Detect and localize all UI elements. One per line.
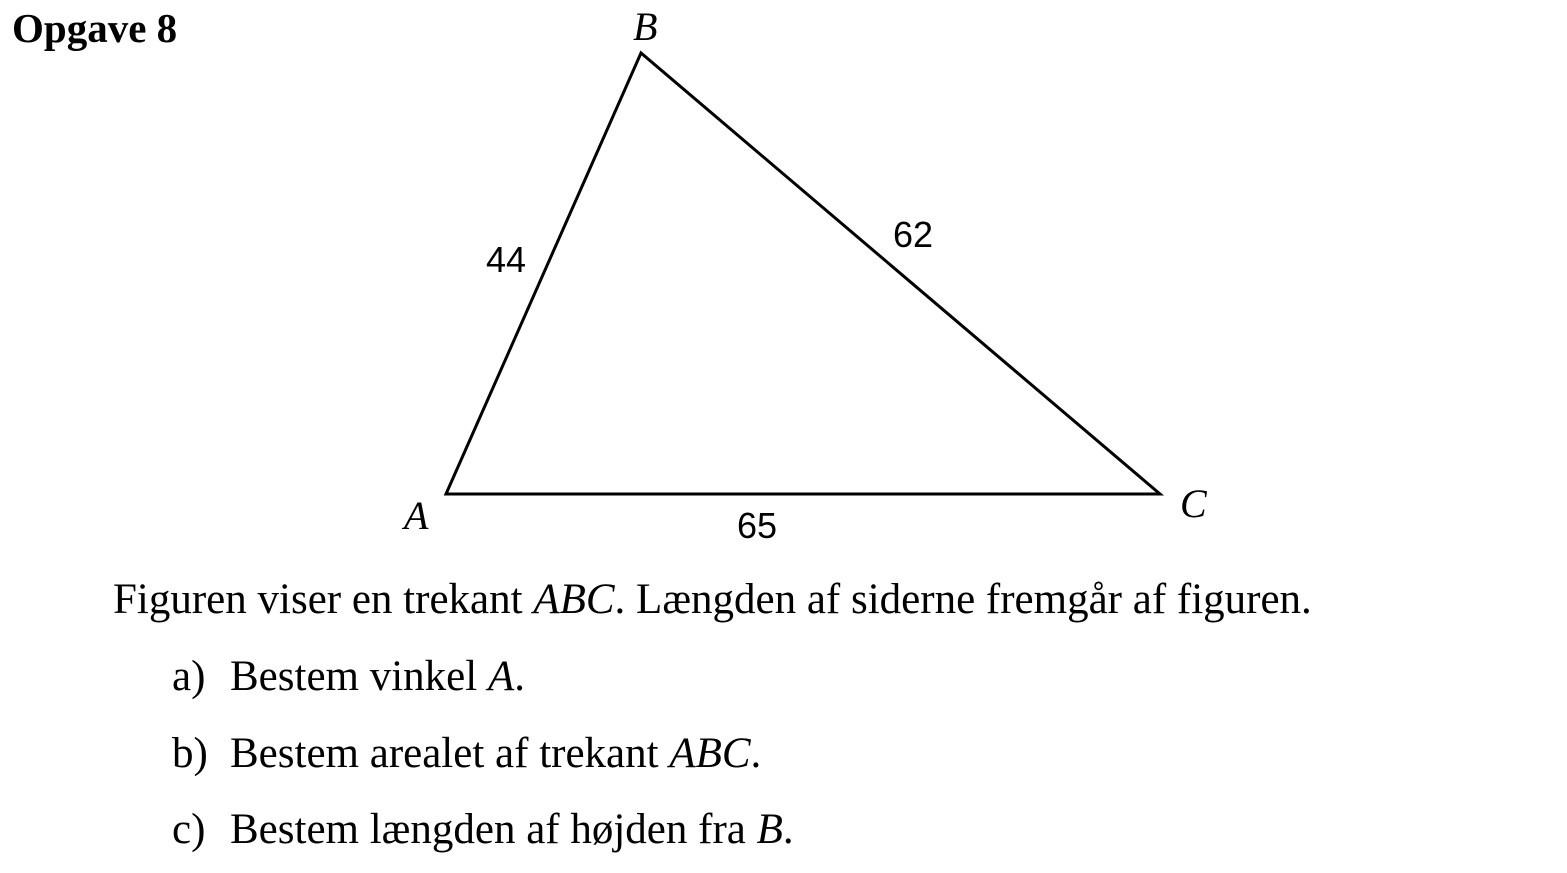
question-label: b) <box>172 730 208 777</box>
side-label-bc: 62 <box>893 214 934 255</box>
intro-text-start: Figuren viser en trekant <box>113 576 534 623</box>
vertex-label-a: A <box>404 493 429 538</box>
question-label: a) <box>172 653 206 700</box>
question-b <box>172 728 761 780</box>
question-end: . <box>782 806 794 853</box>
intro-paragraph <box>113 574 1312 626</box>
question-label: c) <box>172 806 206 853</box>
question-variable: ABC <box>669 730 751 777</box>
question-c <box>172 804 794 856</box>
question-text: Bestem arealet af trekant <box>230 730 670 777</box>
question-variable: A <box>487 653 515 700</box>
question-end: . <box>750 730 762 777</box>
side-label-ab: 44 <box>486 239 527 280</box>
triangle-abc <box>446 53 1160 494</box>
question-text: Bestem længden af højden fra <box>230 806 757 853</box>
question-variable: B <box>756 806 783 853</box>
intro-triangle-name: ABC <box>533 576 615 623</box>
vertex-label-c: C <box>1180 481 1207 526</box>
question-end: . <box>514 653 525 700</box>
intro-text-end: . Længden af siderne fremgår af figuren. <box>614 576 1312 623</box>
vertex-label-b: B <box>633 4 658 49</box>
question-a <box>172 651 525 703</box>
question-text: Bestem vinkel <box>230 653 488 700</box>
side-label-ac: 65 <box>737 505 778 546</box>
task-title: Opgave 8 <box>12 5 178 51</box>
